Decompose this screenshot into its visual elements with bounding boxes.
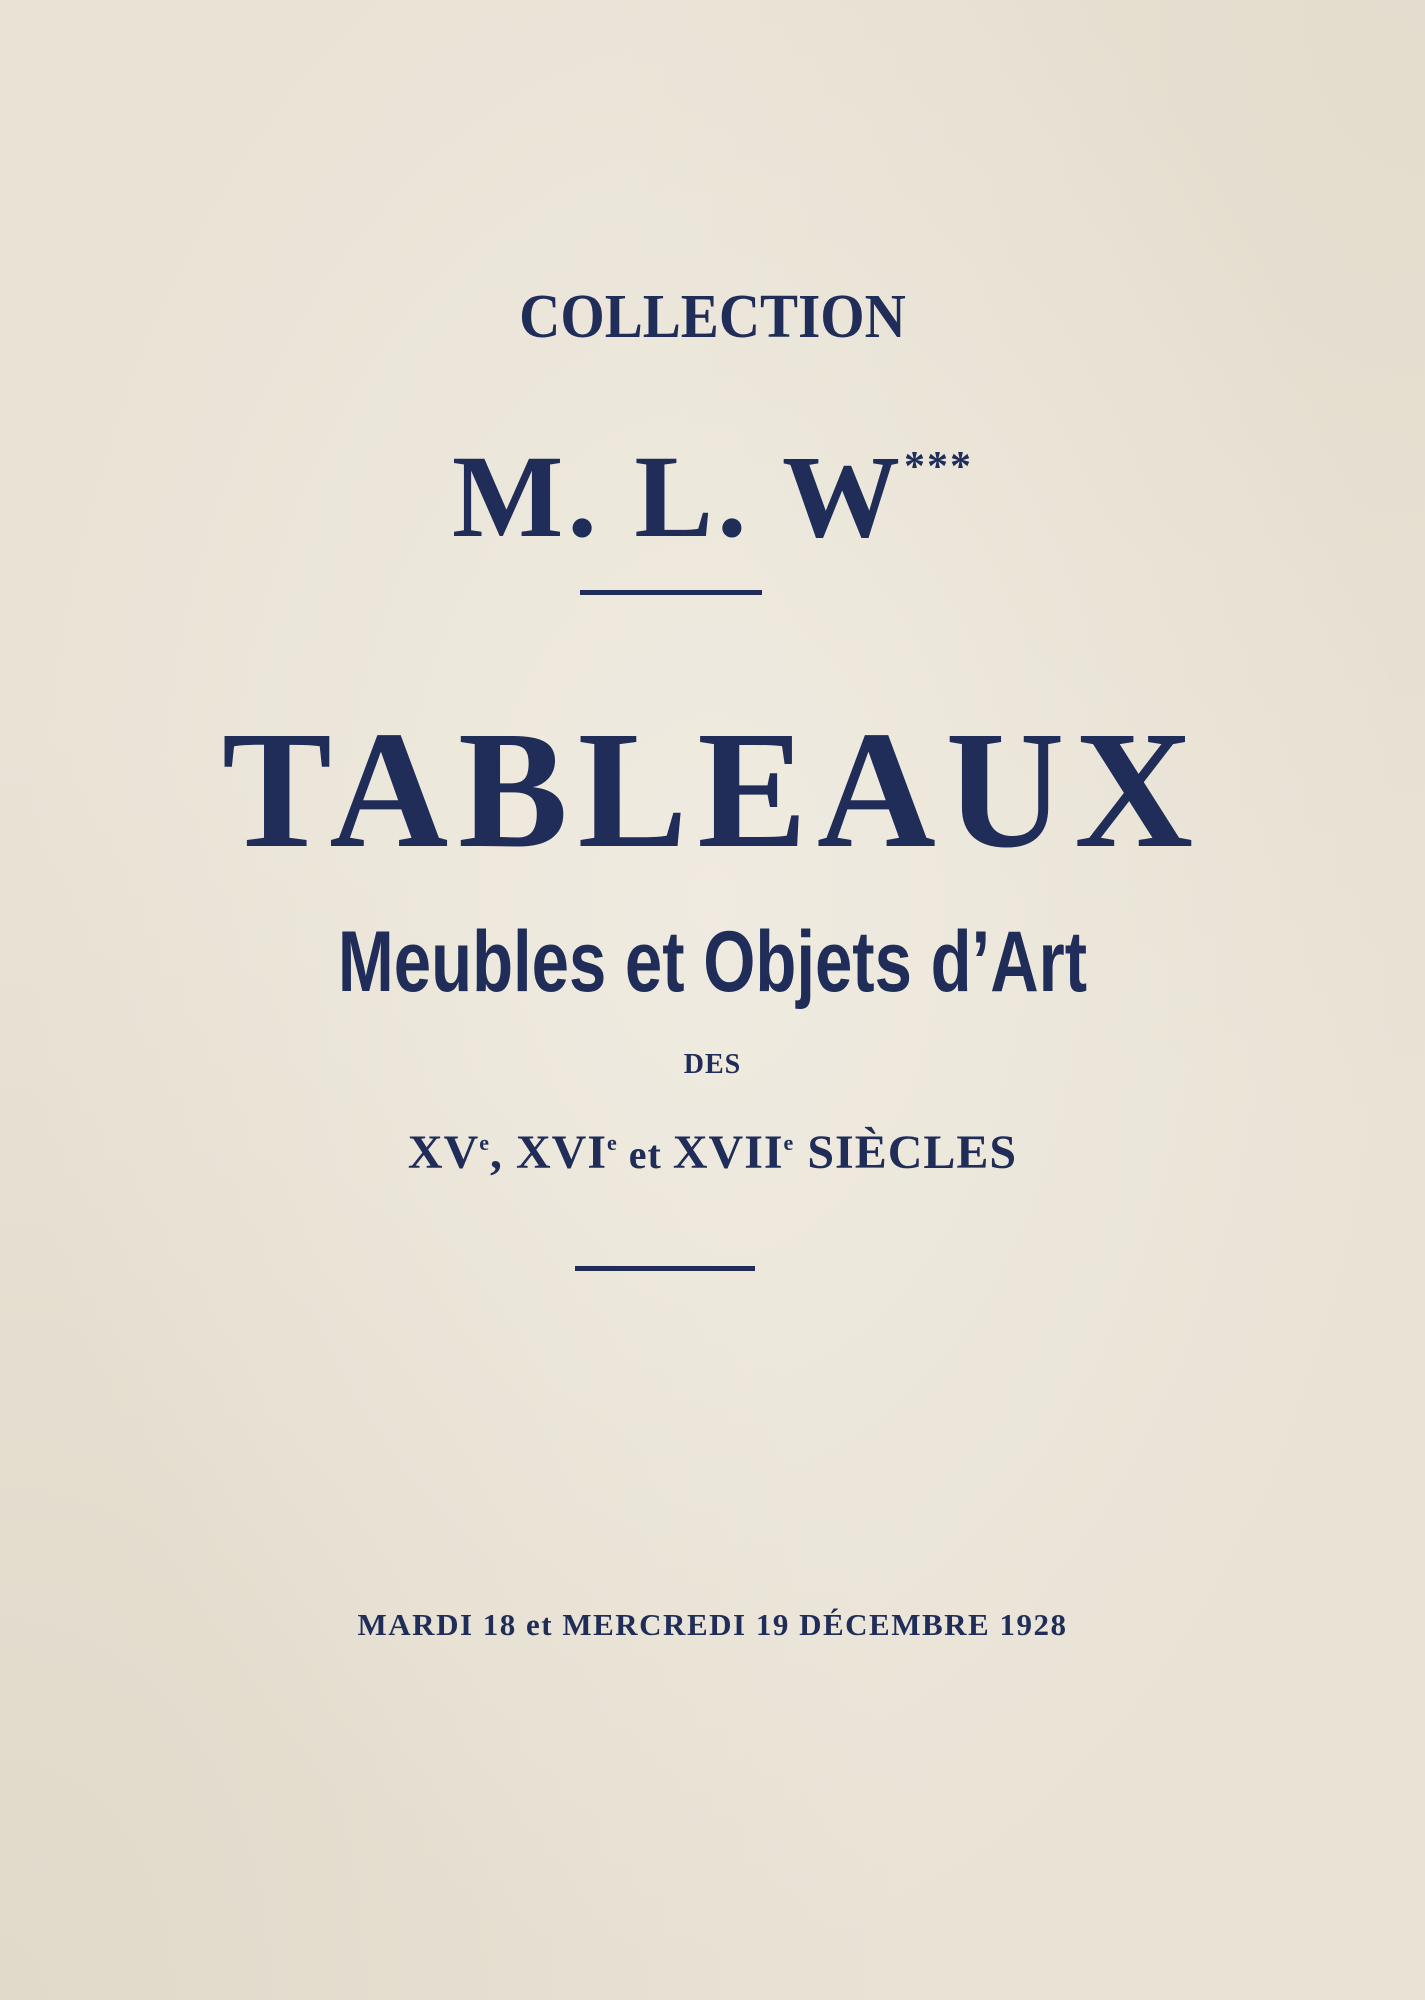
centuries-line xyxy=(0,1113,1425,1185)
siecles-label: SIÈCLES xyxy=(794,1126,1018,1179)
century-xvi-sup: e xyxy=(607,1130,618,1155)
owner-stars: *** xyxy=(903,444,973,490)
century-et: et xyxy=(617,1132,673,1177)
owner-name xyxy=(0,402,1425,562)
century-sep: , xyxy=(490,1126,516,1179)
century-xvii-sup: e xyxy=(783,1130,795,1155)
des-label: DES xyxy=(683,1049,742,1080)
collection-label: COLLECTION xyxy=(519,283,906,351)
century-xvii: XVII xyxy=(672,1126,784,1179)
sale-dates: MARDI 18 et MERCREDI 19 DÉCEMBRE 1928 xyxy=(357,1607,1068,1642)
divider-bottom xyxy=(575,1266,755,1271)
main-title: TABLEAUX xyxy=(221,697,1204,883)
century-xv: XV xyxy=(407,1126,480,1179)
century-xv-sup: e xyxy=(479,1130,490,1155)
century-xvi: XVI xyxy=(516,1126,608,1179)
divider-top xyxy=(580,590,762,595)
owner-initials: M. L. W xyxy=(452,431,904,562)
subtitle: Meubles et Objets d’Art xyxy=(337,914,1088,1010)
